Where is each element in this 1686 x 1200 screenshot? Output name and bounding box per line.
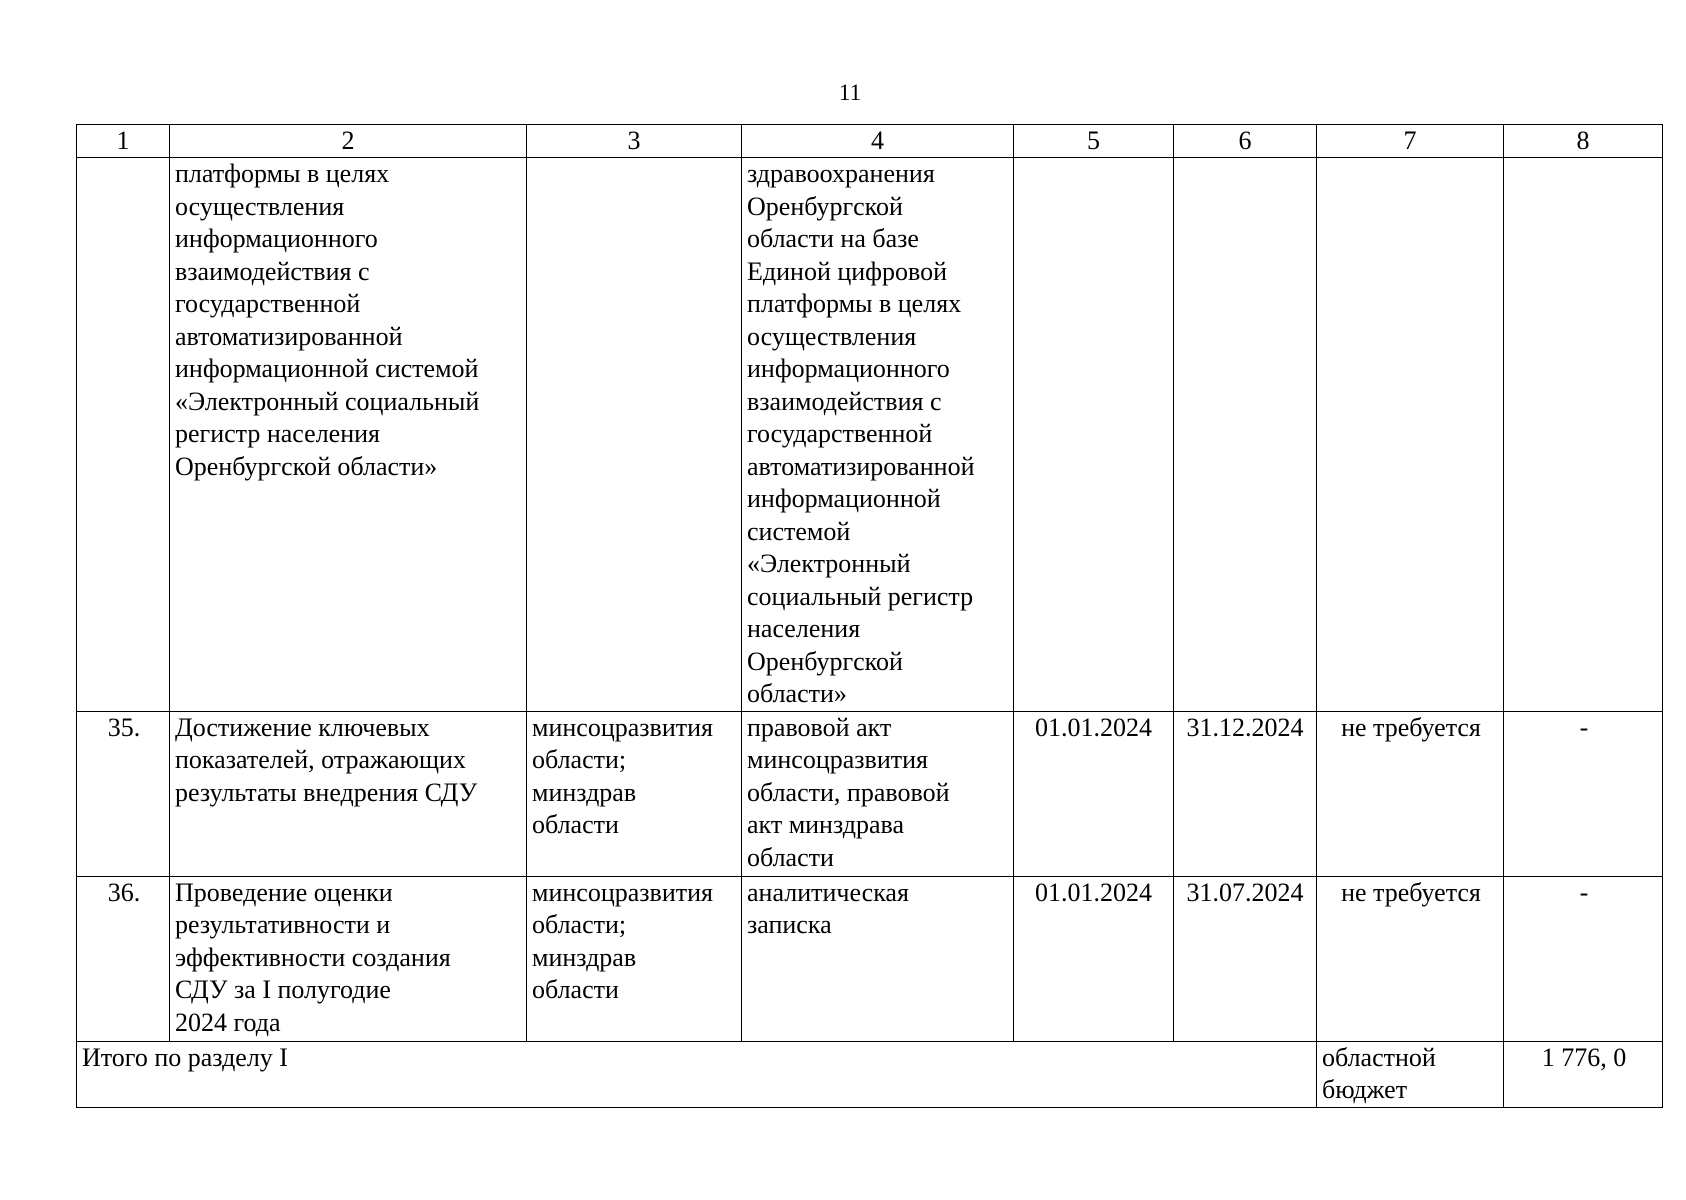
cell-end-date [1174,158,1317,712]
table-row [77,876,1663,1041]
total-label: Итого по разделу I [77,1041,1317,1107]
total-amount: 1 776, 0 [1504,1041,1663,1107]
cell-amount: - [1504,876,1663,1041]
page-number: 11 [838,80,862,105]
cell-activity-name: Проведение оценки результативности и эффективности создания СДУ за I полугодие 2024 года [170,876,527,1041]
cell-executor: минсоцразвития области; минздрав области [527,876,742,1041]
cell-activity-name: Достижение ключевых показателей, отражающих результаты внедрения СДУ [170,711,527,876]
cell-funding-source [1317,158,1504,712]
cell-end-date: 31.07.2024 [1174,876,1317,1041]
header-col-1: 1 [77,125,170,158]
cell-amount [1504,158,1663,712]
cell-executor [527,158,742,712]
header-row [77,125,1663,158]
table-row [77,711,1663,876]
cell-result: здравоохранения Оренбургской области на базе Единой цифровой платформы в целях осуществления информационного взаимодействия с государственной автоматизированной информационной системой «Электронный социальный регистр населения Оренбургской области» [742,158,1014,712]
cell-result: правовой акт минсоцразвития области, правовой акт минздрава области [742,711,1014,876]
cell-start-date: 01.01.2024 [1014,876,1174,1041]
cell-funding-source: не требуется [1317,711,1504,876]
cell-activity-name: платформы в целях осуществления информационного взаимодействия с государственной автоматизированной информационной системой «Электронный социальный регистр населения Оренбургской области» [170,158,527,712]
total-funding-source: областной бюджет [1317,1041,1504,1107]
cell-start-date: 01.01.2024 [1014,711,1174,876]
cell-funding-source: не требуется [1317,876,1504,1041]
header-col-5: 5 [1014,125,1174,158]
cell-number [77,158,170,712]
table-row-total [77,1041,1663,1107]
cell-start-date [1014,158,1174,712]
cell-number: 35. [77,711,170,876]
cell-amount: - [1504,711,1663,876]
cell-result: аналитическая записка [742,876,1014,1041]
cell-number: 36. [77,876,170,1041]
table-row-continuation [77,158,1663,712]
header-col-3: 3 [527,125,742,158]
header-col-8: 8 [1504,125,1663,158]
cell-end-date: 31.12.2024 [1174,711,1317,876]
activity-table [76,124,1663,1108]
header-col-4: 4 [742,125,1014,158]
cell-executor: минсоцразвития области; минздрав области [527,711,742,876]
header-col-7: 7 [1317,125,1504,158]
header-col-6: 6 [1174,125,1317,158]
header-col-2: 2 [170,125,527,158]
